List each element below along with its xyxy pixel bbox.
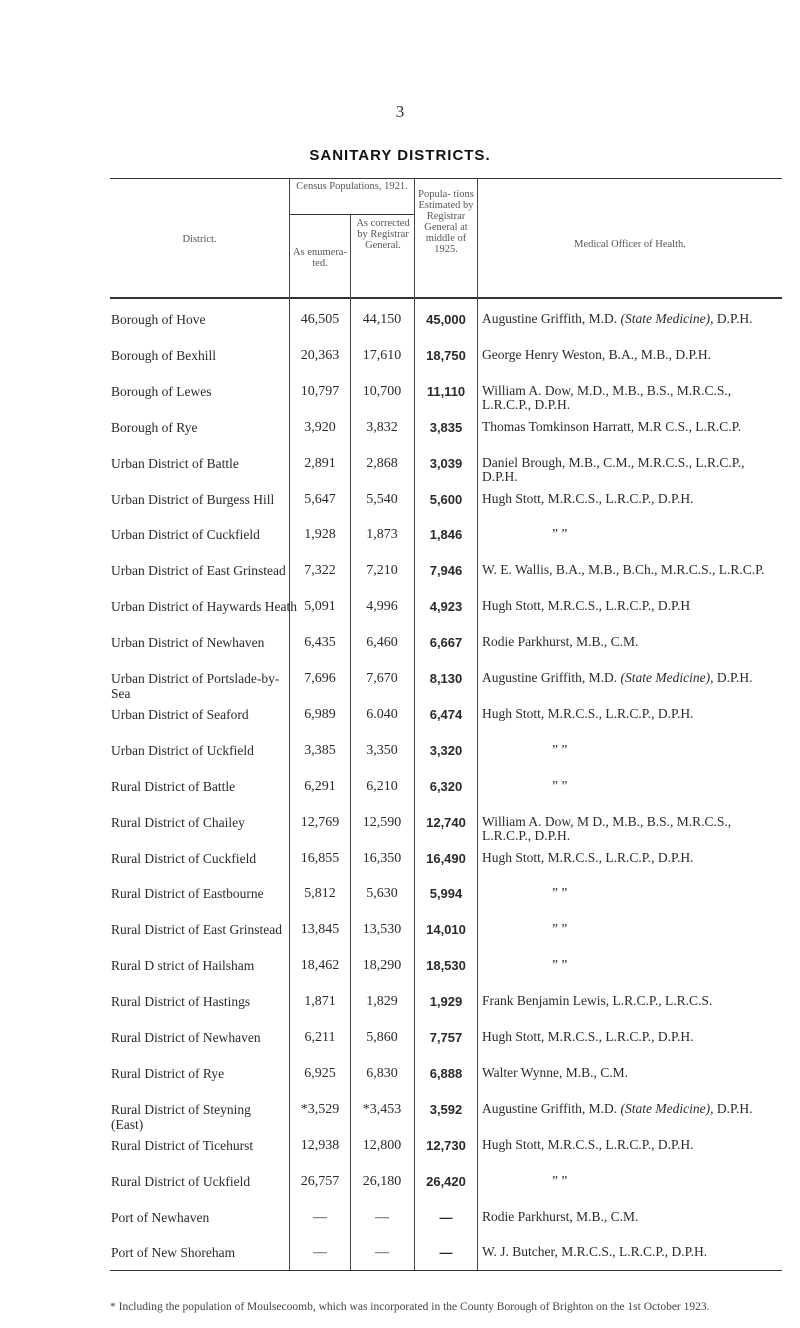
district-name: Urban District of Burgess Hill (111, 492, 275, 507)
population-enumerated: 46,505 (300, 312, 340, 327)
officer-qualification-tail: , D.P.H. (710, 670, 753, 685)
population-corrected: 1,873 (366, 527, 398, 542)
population-estimated: 3,592 (429, 1102, 463, 1117)
officer-name: Augustine Griffith, M.D. (482, 1101, 618, 1116)
population-enumerated: — (313, 1210, 327, 1225)
medical-officer (482, 958, 800, 972)
district-name: Rural District of Cuckfield (111, 851, 257, 866)
population-corrected: 4,996 (366, 599, 398, 614)
population-estimated: 26,420 (426, 1174, 466, 1189)
medical-officer (482, 779, 800, 793)
officer-name: Hugh Stott, M.R.C.S., L.R.C.P., D.P.H. (482, 1137, 694, 1152)
officer-name: ” ” (552, 957, 568, 972)
header-census-populations: Census Populations, 1921. (296, 181, 408, 192)
medical-officer (482, 671, 782, 685)
officer-name: Hugh Stott, M.R.C.S., L.R.C.P., D.P.H (482, 598, 691, 613)
officer-qualification-tail: , D.P.H. (710, 311, 753, 326)
population-estimated: 1,929 (429, 994, 463, 1009)
medical-officer (482, 815, 782, 843)
population-estimated: 12,730 (426, 1138, 466, 1153)
population-estimated: 6,320 (429, 779, 463, 794)
population-enumerated: 7,322 (304, 563, 336, 578)
population-estimated: 5,600 (429, 492, 463, 507)
population-enumerated: 12,938 (300, 1138, 340, 1153)
population-enumerated: 6,435 (304, 635, 336, 650)
table-row (0, 1138, 800, 1174)
medical-officer (482, 635, 782, 649)
district-name: Urban District of Portslade-by-Sea (111, 671, 280, 701)
population-corrected: 12,800 (362, 1138, 402, 1153)
population-enumerated: 6,291 (304, 779, 336, 794)
population-estimated: 18,530 (426, 958, 466, 973)
officer-name: Daniel Brough, M.B., C.M., M.R.C.S., L.R.C.P., D.P.H. (482, 455, 745, 484)
population-corrected: — (375, 1210, 389, 1225)
officer-name: ” ” (552, 778, 568, 793)
table-row (0, 1066, 800, 1102)
population-estimated: 12,740 (426, 815, 466, 830)
population-estimated: 1,846 (429, 527, 463, 542)
population-estimated: 3,320 (429, 743, 463, 758)
medical-officer (482, 312, 782, 326)
table-row (0, 886, 800, 922)
medical-officer (482, 599, 782, 613)
population-enumerated: 6,925 (304, 1066, 336, 1081)
medical-officer (482, 707, 782, 721)
table-row (0, 743, 800, 779)
population-estimated: 6,667 (429, 635, 463, 650)
footnote: * Including the population of Moulsecoomb, which was incorporated in the County Borough of Brighton on the 1st October 1923. (110, 1301, 710, 1313)
officer-name: ” ” (552, 885, 568, 900)
medical-officer (482, 348, 782, 362)
population-estimated: 3,039 (429, 456, 463, 471)
population-enumerated: 2,891 (304, 456, 336, 471)
population-estimated: 4,923 (429, 599, 463, 614)
population-corrected: 44,150 (362, 312, 402, 327)
population-corrected: 18,290 (362, 958, 402, 973)
officer-name: W. E. Wallis, B.A., M.B., B.Ch., M.R.C.S., L.R.C.P. (482, 562, 765, 577)
district-name: Urban District of Uckfield (111, 743, 254, 758)
table-top-rule (110, 178, 782, 179)
district-name: Rural District of East Grinstead (111, 922, 282, 937)
population-enumerated: *3,529 (300, 1102, 340, 1117)
population-estimated: 3,835 (429, 420, 463, 435)
population-estimated: 5,994 (429, 886, 463, 901)
table-row (0, 456, 800, 492)
population-enumerated: 16,855 (300, 851, 340, 866)
population-corrected: 5,630 (366, 886, 398, 901)
medical-officer (482, 922, 800, 936)
population-enumerated: 10,797 (300, 384, 340, 399)
header-estimated: Popula- tions Estimated by Registrar General at middle of 1925. (418, 189, 474, 255)
district-name: Urban District of Battle (111, 456, 239, 471)
population-corrected: 5,860 (366, 1030, 398, 1045)
medical-officer (482, 851, 782, 865)
population-enumerated: 26,757 (300, 1174, 340, 1189)
page-heading: SANITARY DISTRICTS. (309, 147, 491, 164)
population-estimated: 18,750 (426, 348, 466, 363)
population-corrected: 3,832 (366, 420, 398, 435)
population-corrected: 6.040 (366, 707, 398, 722)
header-as-corrected: As corrected by Registrar General. (356, 218, 410, 251)
population-estimated: 7,757 (429, 1030, 463, 1045)
table-row (0, 1030, 800, 1066)
table-row (0, 527, 800, 563)
population-corrected: 16,350 (362, 851, 402, 866)
district-name: Rural D strict of Hailsham (111, 958, 255, 973)
officer-name: Hugh Stott, M.R.C.S., L.R.C.P., D.P.H. (482, 706, 694, 721)
population-estimated: 45,000 (426, 312, 466, 327)
table-row (0, 563, 800, 599)
header-medical-officer: Medical Officer of Health. (574, 239, 686, 250)
table-row (0, 348, 800, 384)
table-row (0, 1210, 800, 1246)
page-number: 3 (395, 102, 405, 121)
district-name: Urban District of Seaford (111, 707, 249, 722)
population-corrected: 26,180 (362, 1174, 402, 1189)
district-name: Borough of Rye (111, 420, 198, 435)
population-enumerated: 3,920 (304, 420, 336, 435)
district-name: Rural District of Rye (111, 1066, 225, 1081)
population-enumerated: 12,769 (300, 815, 340, 830)
district-name: Rural District of Newhaven (111, 1030, 261, 1045)
table-row (0, 1174, 800, 1210)
officer-name: William A. Dow, M.D., M.B., B.S., M.R.C.S., L.R.C.P., D.P.H. (482, 383, 732, 412)
district-name: Rural District of Hastings (111, 994, 251, 1009)
population-estimated: 7,946 (429, 563, 463, 578)
medical-officer (482, 1210, 782, 1224)
population-corrected: 10,700 (362, 384, 402, 399)
population-enumerated: 1,871 (304, 994, 336, 1009)
population-enumerated: 1,928 (304, 527, 336, 542)
district-name: Urban District of Cuckfield (111, 527, 260, 542)
population-corrected: 7,670 (366, 671, 398, 686)
population-corrected: *3,453 (362, 1102, 402, 1117)
officer-name: Augustine Griffith, M.D. (482, 311, 618, 326)
medical-officer (482, 563, 782, 577)
medical-officer (482, 1174, 800, 1188)
district-name: Rural District of Eastbourne (111, 886, 264, 901)
medical-officer (482, 527, 800, 541)
table-row (0, 384, 800, 420)
table-row (0, 635, 800, 671)
population-corrected: — (375, 1245, 389, 1260)
medical-officer (482, 994, 782, 1008)
population-corrected: 5,540 (366, 492, 398, 507)
population-enumerated: — (313, 1245, 327, 1260)
district-name: Borough of Lewes (111, 384, 212, 399)
district-name: Port of New Shoreham (111, 1245, 236, 1260)
officer-qualification-italic: (State Medicine) (620, 1101, 711, 1116)
district-name: Port of Newhaven (111, 1210, 210, 1225)
officer-name: Hugh Stott, M.R.C.S., L.R.C.P., D.P.H. (482, 1029, 694, 1044)
medical-officer (482, 1030, 782, 1044)
table-row (0, 922, 800, 958)
population-enumerated: 5,647 (304, 492, 336, 507)
table-row (0, 599, 800, 635)
table-row (0, 492, 800, 528)
population-corrected: 2,868 (366, 456, 398, 471)
officer-name: ” ” (552, 526, 568, 541)
officer-name: Rodie Parkhurst, M.B., C.M. (482, 1209, 639, 1224)
population-enumerated: 6,989 (304, 707, 336, 722)
officer-name: Walter Wynne, M.B., C.M. (482, 1065, 628, 1080)
officer-name: ” ” (552, 1173, 568, 1188)
officer-name: Frank Benjamin Lewis, L.R.C.P., L.R.C.S. (482, 993, 713, 1008)
district-name: Rural District of Uckfield (111, 1174, 251, 1189)
officer-name: Hugh Stott, M.R.C.S., L.R.C.P., D.P.H. (482, 850, 694, 865)
population-estimated: 6,474 (429, 707, 463, 722)
census-subheader-rule (289, 214, 414, 215)
medical-officer (482, 1138, 782, 1152)
population-estimated: 16,490 (426, 851, 466, 866)
population-enumerated: 20,363 (300, 348, 340, 363)
table-row (0, 958, 800, 994)
population-estimated: 6,888 (429, 1066, 463, 1081)
medical-officer (482, 1066, 782, 1080)
population-enumerated: 7,696 (304, 671, 336, 686)
population-estimated: 8,130 (429, 671, 463, 686)
officer-name: William A. Dow, M D., M.B., B.S., M.R.C.S., L.R.C.P., D.P.H. (482, 814, 732, 843)
table-row (0, 815, 800, 851)
district-name: Urban District of Newhaven (111, 635, 265, 650)
table-row (0, 312, 800, 348)
medical-officer (482, 1245, 782, 1259)
officer-name: George Henry Weston, B.A., M.B., D.P.H. (482, 347, 712, 362)
population-corrected: 13,530 (362, 922, 402, 937)
officer-qualification-italic: (State Medicine) (620, 311, 711, 326)
population-estimated: 11,110 (426, 384, 466, 399)
population-corrected: 12,590 (362, 815, 402, 830)
table-row (0, 420, 800, 456)
table-row (0, 1245, 800, 1281)
officer-name: Augustine Griffith, M.D. (482, 670, 618, 685)
table-row (0, 851, 800, 887)
medical-officer (482, 743, 800, 757)
population-corrected: 7,210 (366, 563, 398, 578)
district-name: Rural District of Chailey (111, 815, 245, 830)
officer-qualification-tail: , D.P.H. (710, 1101, 753, 1116)
district-name: Rural District of Battle (111, 779, 236, 794)
population-corrected: 6,830 (366, 1066, 398, 1081)
population-enumerated: 3,385 (304, 743, 336, 758)
officer-name: W. J. Butcher, M.R.C.S., L.R.C.P., D.P.H. (482, 1244, 708, 1259)
medical-officer (482, 456, 782, 484)
table-row (0, 779, 800, 815)
officer-name: ” ” (552, 921, 568, 936)
officer-name: ” ” (552, 742, 568, 757)
district-name: Borough of Hove (111, 312, 206, 327)
header-as-enumerated: As enumera- ted. (293, 247, 347, 269)
officer-name: Hugh Stott, M.R.C.S., L.R.C.P., D.P.H. (482, 491, 694, 506)
header-bottom-rule (110, 297, 782, 299)
district-name: Borough of Bexhill (111, 348, 216, 363)
table-row (0, 1102, 800, 1138)
officer-name: Rodie Parkhurst, M.B., C.M. (482, 634, 639, 649)
population-corrected: 6,210 (366, 779, 398, 794)
medical-officer (482, 384, 782, 412)
medical-officer (482, 420, 782, 434)
header-district: District. (182, 234, 217, 245)
district-name: Urban District of Haywards Heath (111, 599, 297, 614)
population-enumerated: 6,211 (304, 1030, 336, 1045)
population-corrected: 17,610 (362, 348, 402, 363)
population-estimated: 14,010 (426, 922, 466, 937)
medical-officer (482, 1102, 782, 1116)
population-enumerated: 5,091 (304, 599, 336, 614)
officer-name: Thomas Tomkinson Harratt, M.R C.S., L.R.C.P. (482, 419, 742, 434)
district-name: Rural District of Steyning (East) (111, 1102, 251, 1132)
table-row (0, 707, 800, 743)
table-row (0, 671, 800, 707)
population-enumerated: 18,462 (300, 958, 340, 973)
table-row (0, 994, 800, 1030)
medical-officer (482, 492, 782, 506)
district-name: Rural District of Ticehurst (111, 1138, 254, 1153)
population-corrected: 6,460 (366, 635, 398, 650)
population-enumerated: 5,812 (304, 886, 336, 901)
district-name: Urban District of East Grinstead (111, 563, 286, 578)
officer-qualification-italic: (State Medicine) (620, 670, 711, 685)
population-estimated: — (439, 1245, 453, 1260)
population-corrected: 1,829 (366, 994, 398, 1009)
medical-officer (482, 886, 800, 900)
population-estimated: — (439, 1210, 453, 1225)
population-enumerated: 13,845 (300, 922, 340, 937)
population-corrected: 3,350 (366, 743, 398, 758)
